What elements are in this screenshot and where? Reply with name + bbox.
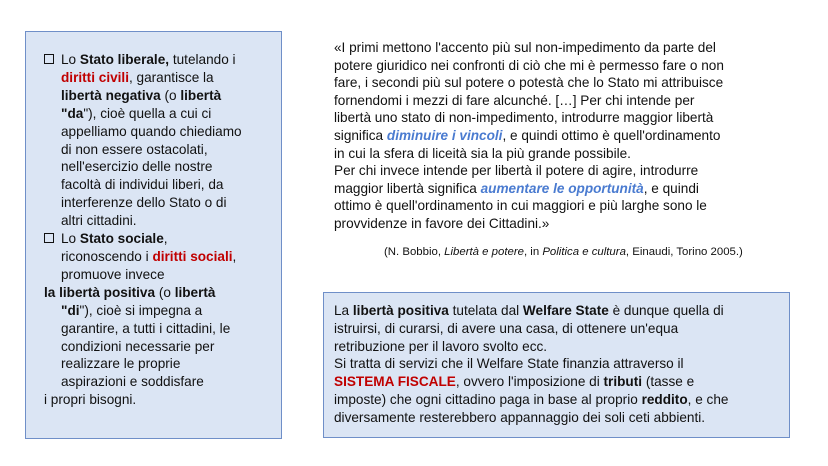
- quote-line: potere giuridico nei confronti di ciò che mi è permesso fare o non: [334, 57, 724, 73]
- quote-line: fornendomi i mezzi di fare alcunché. […] Per chi intende per: [334, 92, 695, 108]
- text-line: di non essere ostacolati,: [61, 141, 208, 157]
- term-reddito: reddito: [641, 391, 688, 407]
- term-tributi: tributi: [603, 374, 643, 390]
- term-stato-liberale: Stato liberale,: [79, 52, 170, 67]
- text-line: Lo Stato liberale, tutelando i: [61, 52, 236, 67]
- term-diritti-civili: diritti civili: [61, 69, 129, 85]
- text-line: Si tratta di servizi che il Welfare State finanzia attraverso il: [334, 356, 684, 372]
- term-liberta-negativa: libertà negativa: [61, 87, 161, 103]
- term-aumentare-opportunita: aumentare le opportunità: [480, 180, 644, 196]
- text-line: facoltà di individui liberi, da: [61, 177, 224, 193]
- welfare-state-box: [323, 292, 790, 438]
- text-line: altri cittadini.: [61, 213, 137, 229]
- text-line: libertà negativa (o libertà: [61, 87, 222, 103]
- term-stato-sociale: Stato sociale: [79, 231, 164, 247]
- collection-title: Politica e cultura: [542, 246, 626, 258]
- quote-line: «I primi mettono l'accento più sul non-impedimento da parte del: [334, 40, 716, 55]
- text-line: istruirsi, di curarsi, di avere una casa, di ottenere un'equa: [334, 320, 679, 336]
- text-line: interferenze dello Stato o di: [61, 195, 227, 211]
- text-line: aspirazioni e soddisfare: [61, 374, 204, 390]
- left-summary-box: [25, 31, 282, 439]
- text-line: condizioni necessarie per: [61, 338, 215, 354]
- text-line: diritti civili, garantisce la: [61, 69, 214, 85]
- term-diritti-sociali: diritti sociali: [152, 248, 233, 264]
- checkbox-bullet-icon: [44, 233, 54, 243]
- bobbio-quote: [334, 39, 792, 233]
- bullet-stato-liberale: [44, 51, 273, 230]
- text-line: SISTEMA FISCALE, ovvero l'imposizione di tributi (tasse e: [334, 374, 695, 390]
- text-line: garantire, a tutti i cittadini, le: [61, 320, 231, 336]
- text-line: la libertà positiva (o libertà: [44, 284, 216, 300]
- text-line: diversamente resterebbero appannaggio dei soli ceti abbienti.: [334, 409, 706, 425]
- term-diminuire-vincoli: diminuire i vincoli: [386, 127, 503, 143]
- term-welfare-state: Welfare State: [522, 303, 609, 318]
- quote-line: in cui la sfera di liceità sia la più grande possibile.: [334, 145, 631, 161]
- text-line: riconoscendo i diritti sociali,: [61, 248, 237, 264]
- work-title: Libertà e potere: [444, 246, 524, 258]
- quote-line: fare, i secondi più sul potere o potestà che lo Stato mi attribuisce: [334, 75, 724, 91]
- quote-line: ottimo è quell'ordinamento in cui maggiori e più larghe sono le: [334, 198, 707, 214]
- text-line: promuove invece: [61, 266, 165, 282]
- quote-line: Per chi invece intende per libertà il potere di agire, introdurre: [334, 163, 699, 179]
- text-line: Lo Stato sociale,: [61, 231, 168, 247]
- text-line: imposte) che ogni cittadino paga in base al proprio reddito, e che: [334, 391, 729, 407]
- quote-citation: (N. Bobbio, Libertà e potere, in Politica e cultura, Einaudi, Torino 2005.): [384, 246, 743, 258]
- text-line: "di"), cioè si impegna a: [61, 302, 203, 318]
- checkbox-bullet-icon: [44, 54, 54, 64]
- quote-line: libertà uno stato di non-impedimento, introdurre maggior libertà: [334, 110, 714, 126]
- text-line: nell'esercizio delle nostre: [61, 159, 213, 175]
- quote-line: provvidenze in favore dei Cittadini.»: [334, 215, 550, 231]
- text-line: retribuzione per il lavoro svolto ecc.: [334, 338, 548, 354]
- term-liberta-positiva: libertà positiva: [352, 303, 449, 318]
- bullet-stato-sociale: [44, 230, 273, 409]
- text-line: La libertà positiva tutelata dal Welfare State è dunque quella di: [334, 303, 724, 318]
- term-liberta-positiva: la libertà positiva: [44, 284, 156, 300]
- text-line: appelliamo quando chiediamo: [61, 123, 242, 139]
- text-line: i propri bisogni.: [44, 392, 137, 408]
- text-line: realizzare le proprie: [61, 356, 181, 372]
- text-line: "da"), cioè quella a cui ci: [61, 105, 212, 121]
- quote-line: significa diminuire i vincoli, e quindi ottimo è quell'ordinamento: [334, 127, 721, 143]
- quote-line: maggior libertà significa aumentare le opportunità, e quindi: [334, 180, 699, 196]
- term-sistema-fiscale: SISTEMA FISCALE: [334, 374, 456, 390]
